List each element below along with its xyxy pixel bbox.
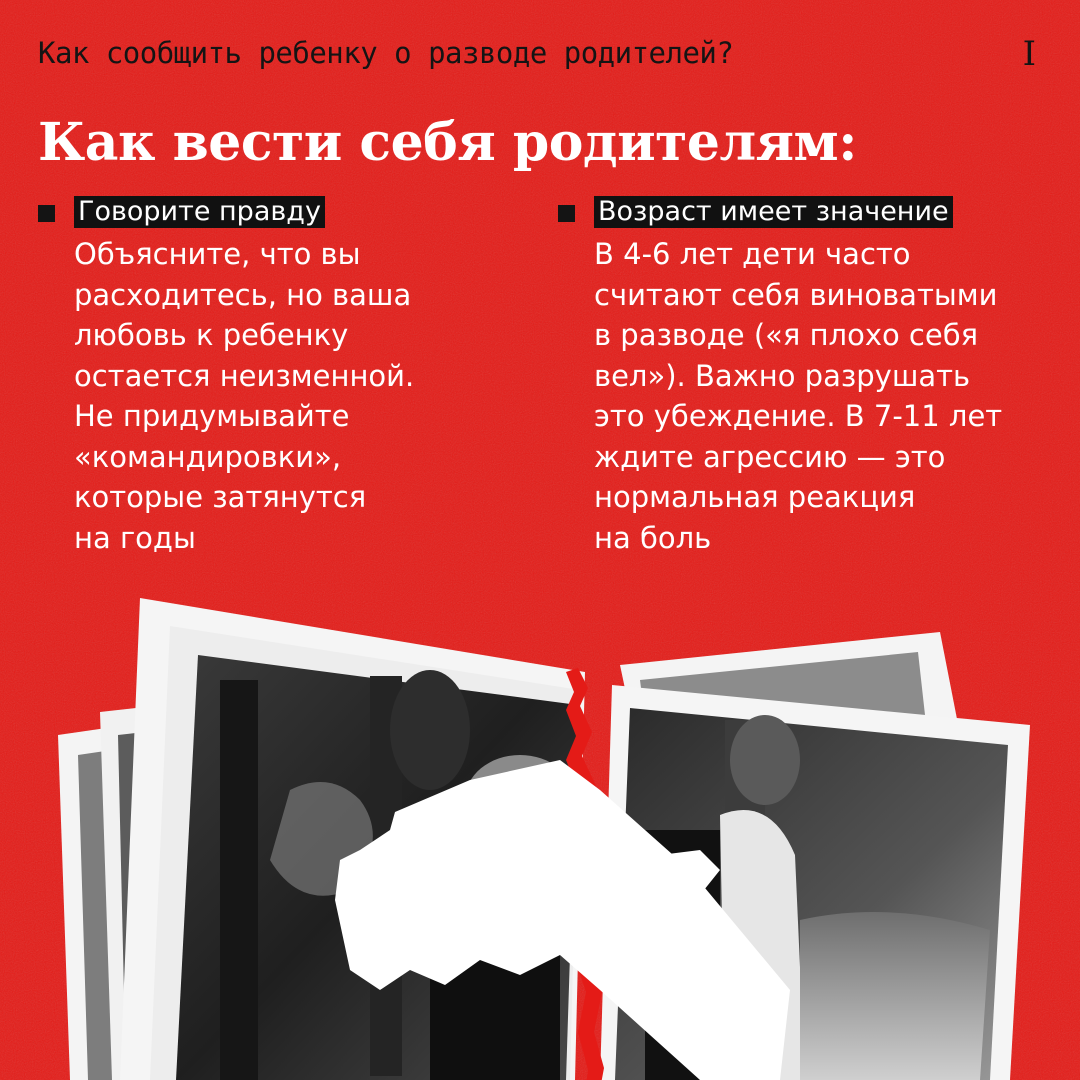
- column-left-heading: Говорите правду: [74, 196, 325, 228]
- page-marker: I: [1022, 34, 1036, 74]
- column-left-body: Объясните, что вы расходитесь, но ваша любовь к ребенку остается неизменной. Не придумывайте «командировки», которые затянутся на годы: [74, 237, 415, 555]
- column-right-body: В 4-6 лет дети часто считают себя виноватыми в разводе («я плохо себя вел»). Важно разрушать это убеждение. В 7-11 лет ждите агрессию — это нормальная реакция на боль: [594, 237, 1003, 555]
- column-left-heading-row: [38, 196, 508, 230]
- header-question: Как сообщить ребенку о разводе родителей?: [38, 36, 734, 70]
- column-right-heading: Возраст имеет значение: [594, 196, 953, 228]
- column-right: [558, 196, 1028, 558]
- torn-photo-icon: [0, 560, 1080, 1080]
- column-right-heading-row: [558, 196, 1028, 230]
- page-title: Как вести себя родителям:: [38, 112, 857, 173]
- square-bullet-icon: [558, 205, 575, 222]
- column-left: [38, 196, 508, 558]
- square-bullet-icon: [38, 205, 55, 222]
